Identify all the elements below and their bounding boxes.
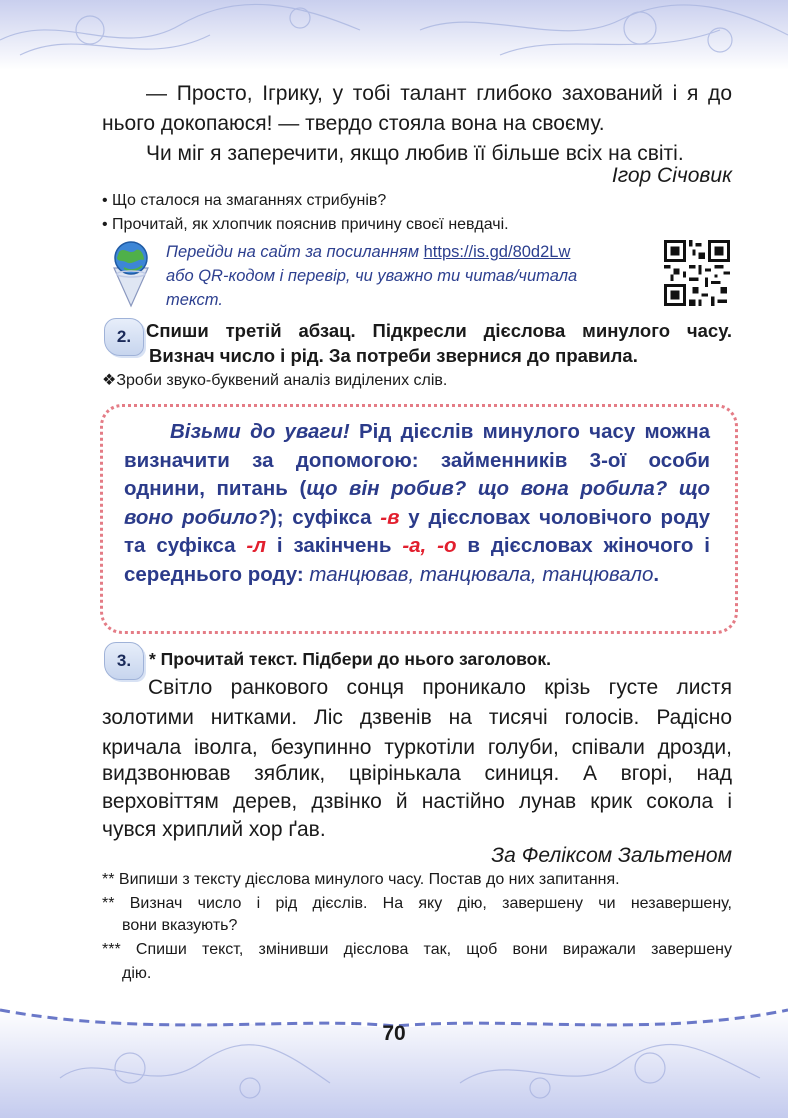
- task-2-badge: 2.: [104, 318, 144, 356]
- globe-icon: [104, 238, 158, 308]
- text-line-3: кричала іволга, безупинно туркотіли голуби, співали дрозди,: [102, 736, 732, 759]
- task-2-line-2: Визнач число і рід. За потреби звернися до правила.: [149, 345, 638, 366]
- task-2-line-1: Спиши третій абзац. Підкресли дієслова минулого часу.: [146, 320, 732, 341]
- example-2: танцювала: [419, 562, 531, 586]
- text-line-4: видзвонював зяблик, цвірінькала синиця. А вгорі, над: [102, 762, 732, 785]
- intro-line-2: нього докопаюся! — твердо стояла вона на своєму.: [102, 112, 605, 135]
- bullet: •: [102, 192, 113, 209]
- ending-o: -о: [437, 534, 457, 557]
- intro-line-3: Чи міг я заперечити, якщо любив її більше всіх на світі.: [146, 142, 684, 165]
- web-note-line-2: або QR-кодом і перевір, чи уважно ти читав/читала: [166, 267, 578, 285]
- text-line-1: Світло ранкового сонця проникало крізь густе листя: [148, 676, 732, 699]
- qr-code-icon[interactable]: [664, 240, 730, 306]
- text-line-6: чувся хриплий хор ґав.: [102, 818, 326, 841]
- text-line-5: верховіттям дерев, дзвінко й настійно лунав крик сокола і: [102, 790, 732, 813]
- task-3-badge: 3.: [104, 642, 144, 680]
- text-author: За Феліксом Зальтеном: [491, 844, 732, 867]
- example-1: танцював: [309, 562, 409, 586]
- page-number: 70: [382, 1022, 406, 1045]
- top-ornament: [0, 0, 788, 70]
- notice-questions: що він робив? що вона робила? що воно робило?: [124, 477, 711, 529]
- intro-line-1: — Просто, Ігрику, у тобі талант глибоко захований і я до: [146, 82, 732, 105]
- bullet: •: [102, 216, 113, 233]
- exercise-3-line-2: дію.: [122, 965, 152, 982]
- exercise-1: ** Випиши з тексту дієслова минулого часу. Постав до них запитання.: [102, 871, 620, 888]
- intro-author: Ігор Січовик: [611, 164, 732, 187]
- example-3: танцювало: [542, 562, 654, 586]
- question-1: • Що сталося на змаганнях стрибунів?: [102, 192, 387, 209]
- exercise-2-line-2: вони вказують?: [122, 917, 238, 934]
- web-note-line-1: Перейди на сайт за посиланням https://is.gd/80d2Lw: [166, 243, 571, 261]
- task-3-title: * Прочитай текст. Підбери до нього заголовок.: [149, 649, 551, 669]
- task-2-extra: ❖Зроби звуко-буквений аналіз виділених слів.: [102, 372, 448, 389]
- notice-text: Візьми до уваги! Рід дієслів минулого часу можна визначити за допомогою: займенників 3-ої особи однини, питань (що він робив? що вона робила? що воно робило?); суфікса -в у дієсловах чоловічого роду та суфікса -л і закінчень -а, -о в дієсловах жіночого і середнього роду: танцював, танцювала, танцювало.: [124, 420, 711, 586]
- notice-heading: Візьми до уваги!: [170, 420, 350, 443]
- suffix-v: -в: [380, 505, 400, 529]
- bottom-ornament: [0, 988, 788, 1118]
- web-note-line-3: текст.: [166, 291, 223, 309]
- suffix-l: -л: [246, 534, 267, 557]
- question-2: • Прочитай, як хлопчик пояснив причину своєї невдачі.: [102, 216, 509, 233]
- exercise-2-line-1: ** Визнач число і рід дієслів. На яку дію, завершену чи незавершену,: [102, 895, 732, 912]
- exercise-3-line-1: *** Спиши текст, змінивши дієслова так, щоб вони виражали завершену: [102, 941, 732, 958]
- qr-link[interactable]: https://is.gd/80d2Lw: [423, 243, 571, 261]
- text-line-2: золотими нитками. Ліс дзвенів на тисячі голосів. Радісно: [102, 706, 732, 729]
- ending-a: -а: [402, 534, 421, 557]
